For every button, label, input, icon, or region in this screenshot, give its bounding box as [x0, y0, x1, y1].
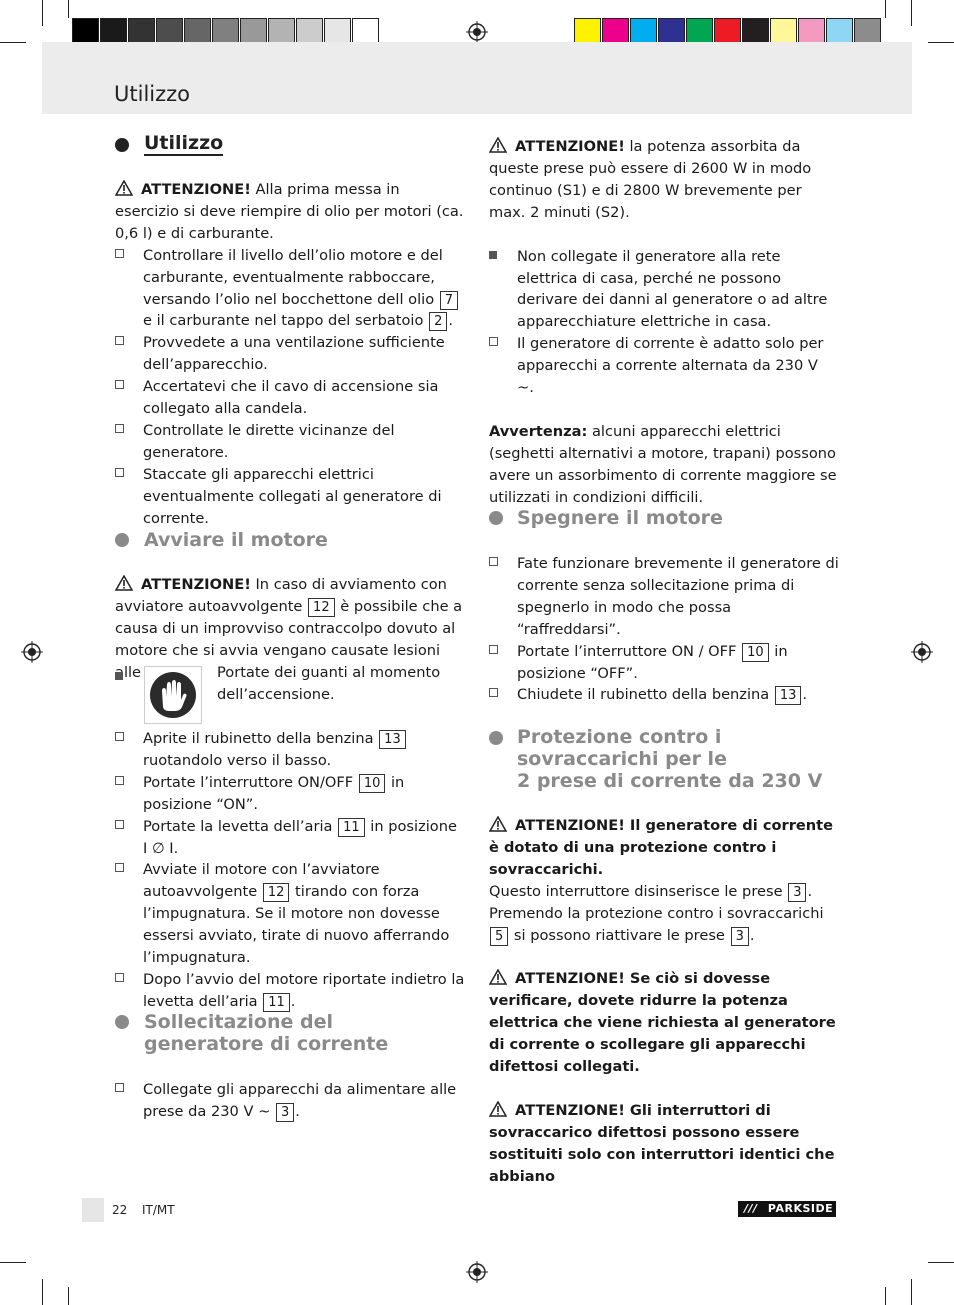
list-item	[115, 245, 465, 333]
color-swatch	[686, 18, 713, 45]
warning-paragraph	[115, 179, 465, 245]
parkside-logo	[738, 1201, 836, 1217]
heading-line: sovraccarichi per le	[517, 748, 727, 770]
color-swatch	[854, 18, 881, 45]
list-item	[115, 816, 465, 860]
list-item	[115, 376, 465, 420]
gloves-icon	[145, 667, 201, 723]
color-swatch	[714, 18, 741, 45]
warning-label: ATTENZIONE!	[515, 138, 625, 155]
crop-mark	[42, 0, 43, 26]
list-item-text: Il generatore di corrente è adatto solo per apparecchi a corrente alternata da 230 V ~.	[517, 335, 824, 397]
crop-mark	[42, 1279, 43, 1305]
heading-bullet-icon	[115, 138, 129, 152]
paragraph-text: si possono riattivare le prese	[509, 926, 730, 944]
hollow-square-icon	[115, 249, 124, 258]
section-heading-protezione	[517, 726, 822, 792]
warning-triangle-icon	[489, 1101, 507, 1117]
spegnere-section	[489, 553, 839, 706]
logo-text: PARKSIDE	[767, 1202, 834, 1215]
list-item-text: in posizione I ∅ I.	[143, 817, 457, 857]
warning-text: ATTENZIONE! Gli interruttori di sovraccarico difettosi possono essere sostituiti solo con interruttori identici che abbiano	[489, 1101, 835, 1185]
utilizzo-section	[115, 179, 465, 530]
hollow-square-icon	[489, 645, 498, 654]
crop-mark	[885, 0, 886, 18]
list-item	[115, 420, 465, 464]
registration-mark-icon	[466, 1261, 488, 1283]
note-text: alcuni apparecchi elettrici (seghetti alternativi a motore, trapani) possono avere un assorbimento di corrente maggiore se utilizzati in condizioni difficili.	[489, 422, 837, 506]
crop-mark	[885, 1287, 886, 1305]
color-swatch	[212, 18, 239, 45]
warning-paragraph	[489, 815, 841, 881]
list-item-text: .	[290, 992, 296, 1010]
hollow-square-icon	[115, 424, 124, 433]
heading-bullet-icon	[115, 1015, 129, 1029]
paragraph	[489, 881, 841, 947]
list-item	[115, 969, 465, 1013]
heading-line: 2 prese di corrente da 230 V	[517, 770, 823, 792]
list-item-text: .	[802, 686, 808, 704]
protezione-section	[489, 815, 841, 1188]
heading-line: generatore di corrente	[144, 1033, 389, 1055]
warning-triangle-icon	[489, 969, 507, 985]
warning-triangle-icon	[115, 575, 133, 591]
color-swatch	[352, 18, 379, 45]
heading-bullet-icon	[115, 533, 129, 547]
crop-mark	[0, 42, 26, 43]
list-item	[489, 333, 839, 399]
section-heading-avviare: Avviare il motore	[144, 529, 328, 551]
part-reference: 5	[490, 927, 508, 946]
color-swatch	[268, 18, 295, 45]
list-item-text: ruotandolo verso il basso.	[143, 751, 332, 769]
list-item-text: Aprite il rubinetto della benzina	[143, 730, 379, 747]
crop-mark	[911, 1279, 912, 1305]
hollow-square-icon	[115, 336, 124, 345]
heading-bullet-icon	[489, 731, 503, 745]
language-code: IT/MT	[142, 1203, 175, 1217]
avviare-steps	[115, 728, 465, 1013]
registration-mark-icon	[911, 641, 933, 663]
registration-mark-icon	[466, 21, 488, 43]
list-item-text: in posizione “ON”.	[143, 773, 405, 813]
paragraph-text: . Premendo la protezione contro i sovraccarichi	[489, 882, 824, 922]
part-reference: 11	[263, 993, 290, 1012]
paragraph-text: .	[749, 926, 755, 944]
color-swatch	[156, 18, 183, 45]
list-item-text: Portate la levetta dell’aria	[143, 817, 338, 835]
filled-square-icon	[115, 672, 123, 680]
list-item-text: .	[295, 1102, 300, 1120]
part-reference: 13	[379, 730, 406, 749]
color-swatch	[240, 18, 267, 45]
list-item	[115, 859, 465, 969]
part-reference: 12	[263, 883, 290, 902]
list-item-text: e il carburante nel tappo del serbatoio	[143, 312, 429, 330]
warning-label: ATTENZIONE!	[141, 181, 251, 198]
list-item-text: Provvedete a una ventilazione sufficiente dell’apparecchio.	[143, 334, 445, 374]
hollow-square-icon	[115, 1083, 124, 1092]
list-item-text: Fate funzionare brevemente il generatore di corrente senza sollecitazione prima di spegnerlo in modo che possa “raffreddarsi”.	[517, 555, 839, 638]
color-swatch	[658, 18, 685, 45]
crop-mark	[0, 1262, 26, 1263]
sollecitazione-section	[115, 1079, 465, 1123]
page-number: 22	[112, 1203, 128, 1217]
list-item-text: Staccate gli apparecchi elettrici eventualmente collegati al generatore di corrente.	[143, 465, 442, 527]
list-item	[489, 246, 839, 334]
list-item	[489, 553, 839, 641]
list-item-text: Controllate le dirette vicinanze del generatore.	[143, 421, 395, 461]
color-swatch	[72, 18, 99, 45]
color-swatch	[826, 18, 853, 45]
hollow-square-icon	[115, 820, 124, 829]
gloves-text: Portate dei guanti al momento dell’accensione.	[217, 664, 441, 703]
hollow-square-icon	[115, 468, 124, 477]
list-item	[115, 464, 465, 530]
hollow-square-icon	[115, 732, 124, 741]
warning-triangle-icon	[115, 180, 133, 196]
crop-mark	[928, 1262, 954, 1263]
filled-square-icon	[489, 251, 497, 259]
warning-paragraph	[489, 968, 841, 1078]
heading-line: Protezione contro i	[517, 726, 722, 748]
hollow-square-icon	[115, 973, 124, 982]
part-reference: 3	[731, 927, 749, 946]
list-item-text: tirando con forza l’impugnatura. Se il motore non dovesse essersi avviato, tirate di nuovo afferrando l’impugnatura.	[143, 883, 450, 967]
list-item-text: Portate l’interruttore ON / OFF	[517, 642, 742, 660]
crop-mark	[928, 42, 954, 43]
color-swatch	[100, 18, 127, 45]
heading-bullet-icon	[489, 511, 503, 525]
note-label: Avvertenza:	[489, 422, 588, 440]
list-item-text: Chiudete il rubinetto della benzina	[517, 686, 774, 704]
part-reference: 11	[338, 818, 365, 837]
color-swatch	[324, 18, 351, 45]
right-intro	[489, 136, 839, 509]
list-item	[489, 641, 839, 685]
hollow-square-icon	[115, 380, 124, 389]
page-title: Utilizzo	[114, 82, 191, 106]
list-item-text: Controllare il livello dell’olio motore e del carburante, eventualmente rabboccare, versando l’olio nel bocchettone dell olio	[143, 246, 443, 308]
warning-text: ATTENZIONE! Il generatore di corrente è dotato di una protezione contro i sovraccarichi.	[489, 817, 834, 878]
hollow-square-icon	[489, 557, 498, 566]
part-reference: 12	[308, 598, 335, 617]
section-heading-utilizzo: Utilizzo	[144, 132, 224, 154]
color-swatch	[798, 18, 825, 45]
registration-mark-icon	[21, 641, 43, 663]
part-reference: 2	[429, 312, 447, 331]
note-paragraph	[489, 421, 839, 509]
list-item	[115, 772, 465, 816]
hollow-square-icon	[115, 776, 124, 785]
hollow-square-icon	[115, 863, 124, 872]
color-swatch	[184, 18, 211, 45]
list-item-text: .	[448, 312, 453, 330]
color-swatch	[602, 18, 629, 45]
list-item-text: Non collegate il generatore alla rete elettrica di casa, perché ne possono derivare dei danni al generatore o ad altre apparecchiature elettriche in casa.	[517, 247, 828, 331]
warning-text: Alla prima messa in esercizio si deve riempire di olio per motori (ca. 0,6 l) e di carburante.	[115, 181, 464, 242]
warning-triangle-icon	[489, 816, 507, 832]
paragraph-text: Questo interruttore disinserisce le prese	[489, 882, 788, 900]
part-reference: 10	[742, 643, 769, 662]
warning-label: ATTENZIONE!	[141, 576, 251, 593]
gloves-pictogram	[144, 666, 202, 724]
warning-text: In caso di avviamento con avviatore autoavvolgente	[115, 576, 447, 615]
color-swatch	[742, 18, 769, 45]
list-item-text: Accertatevi che il cavo di accensione sia collegato alla candela.	[143, 378, 439, 418]
list-item-text: Avviate il motore con l’avviatore autoavvolgente	[143, 861, 380, 901]
warning-text: è possibile che a causa di un improvviso contraccolpo dovuto al motore che si avvia vengano causate lesioni alle	[115, 597, 463, 681]
list-item	[115, 728, 465, 772]
crop-mark	[68, 1287, 69, 1305]
list-item-text: Dopo l’avvio del motore riportate indietro la levetta dell’aria	[143, 970, 465, 1010]
heading-line: Sollecitazione del	[144, 1011, 333, 1033]
part-reference: 3	[788, 883, 806, 902]
list-item-text: Collegate gli apparecchi da alimentare alle prese da 230 V ~	[143, 1081, 457, 1120]
crop-mark	[911, 0, 912, 26]
list-item-text: Portate l’interruttore ON/OFF	[143, 773, 358, 791]
part-reference: 3	[276, 1103, 294, 1122]
color-swatch	[630, 18, 657, 45]
hollow-square-icon	[489, 688, 498, 697]
crop-mark	[68, 0, 69, 18]
warning-triangle-icon	[489, 137, 507, 153]
page-number-box	[82, 1198, 104, 1222]
logo-mark: ///	[744, 1202, 758, 1215]
warning-paragraph	[489, 136, 839, 224]
list-item	[115, 1079, 465, 1123]
color-swatch	[296, 18, 323, 45]
part-reference: 13	[775, 686, 802, 705]
hollow-square-icon	[489, 337, 498, 346]
color-swatch	[574, 18, 601, 45]
warning-text: la potenza assorbita da queste prese può essere di 2600 W in modo continuo (S1) e di 2800 W brevemente per max. 2 minuti (S2).	[489, 138, 812, 221]
warning-paragraph	[489, 1100, 841, 1188]
section-heading-spegnere: Spegnere il motore	[517, 507, 723, 529]
list-item-text: in posizione “OFF”.	[517, 642, 788, 682]
filled-square-marker	[115, 666, 123, 685]
section-heading-sollecitazione	[144, 1011, 388, 1055]
list-item	[115, 332, 465, 376]
color-swatch	[770, 18, 797, 45]
part-reference: 7	[440, 291, 458, 310]
part-reference: 10	[359, 774, 386, 793]
list-item	[489, 684, 839, 706]
color-swatch	[128, 18, 155, 45]
warning-text: ATTENZIONE! Se ciò si dovesse verificare, dovete ridurre la potenza elettrica che viene richiesta al generatore di corrente o scollegare gli apparecchi difettosi collegati.	[489, 970, 836, 1076]
